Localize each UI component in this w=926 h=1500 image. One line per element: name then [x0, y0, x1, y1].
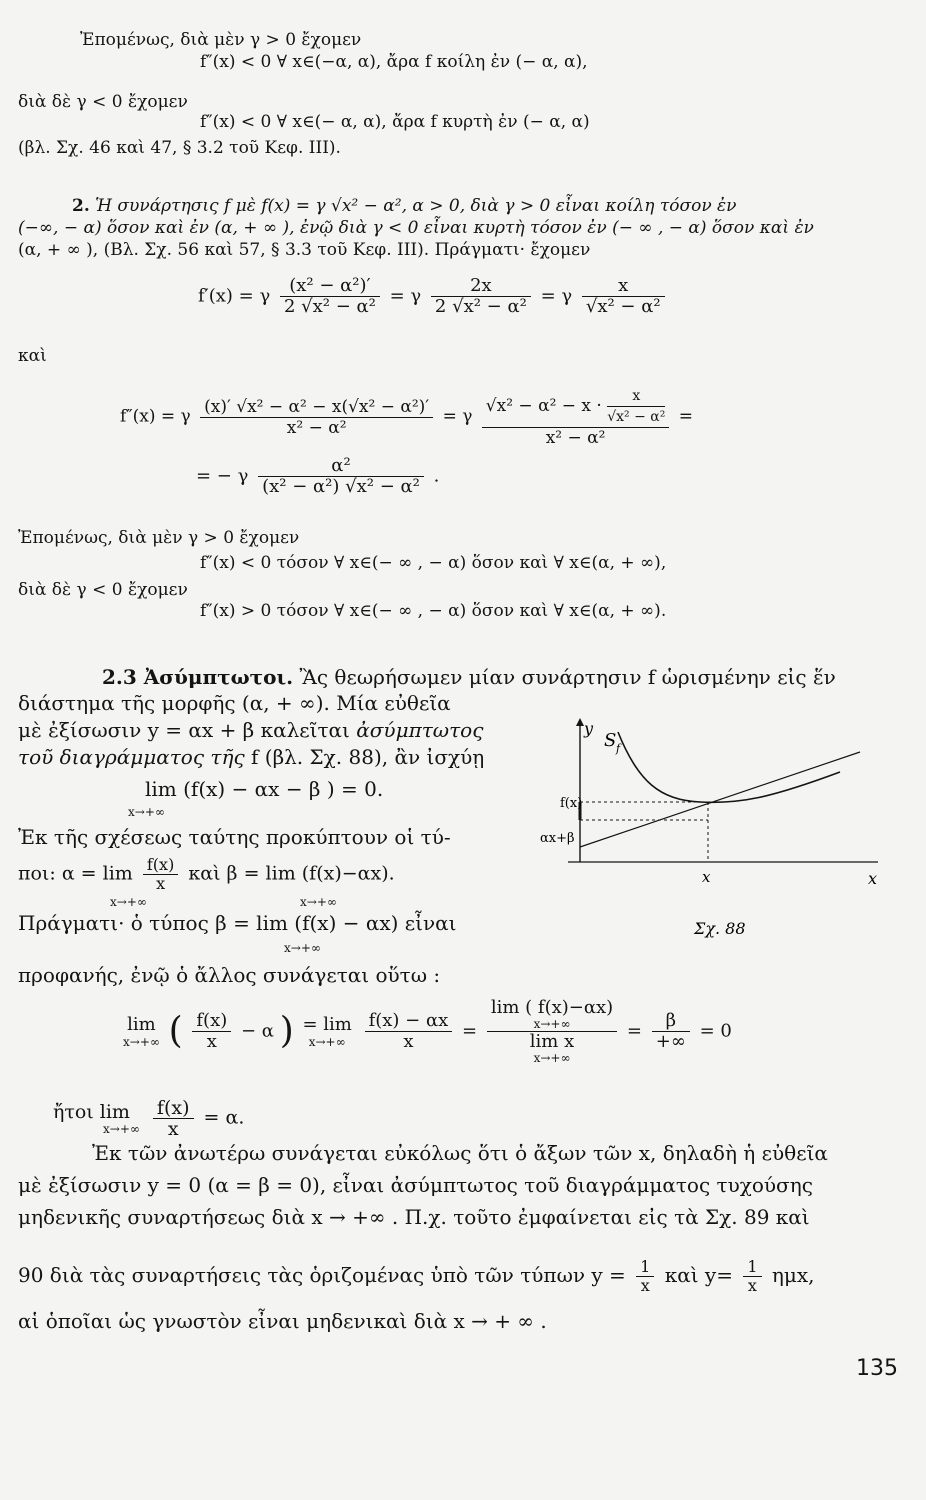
text-line: (βλ. Σχ. 46 καὶ 47, § 3.2 τοῦ Κεφ. ΙΙΙ). [18, 138, 341, 158]
section-heading-line [102, 664, 836, 690]
item-number: 2. [72, 196, 90, 216]
numerator: x [582, 276, 665, 297]
eq-op: = α. [203, 1106, 245, 1129]
text-line: διὰ δὲ γ < 0 ἔχομεν [18, 92, 188, 112]
paren: ( [168, 1010, 183, 1052]
italic-term: τοῦ διαγράμματος τῆς [18, 745, 245, 769]
numerator: 1 [636, 1258, 654, 1277]
numerator: f(x) [153, 1098, 194, 1119]
eq-op: − α [240, 1020, 274, 1042]
label-axb: αx+β [540, 831, 575, 846]
fraction [280, 276, 380, 317]
text-span: 90 διὰ τὰς συναρτήσεις τὰς ὁριζομένας ὑπὸ τῶν τύπων y = [18, 1263, 626, 1287]
inner-numerator: x [607, 386, 665, 407]
label-sf-sub: f [616, 742, 621, 755]
text-line: f″(x) < 0 τόσον ∀ x∈(− ∞ , − α) ὅσον καὶ ∀ x∈(α, + ∞), [200, 553, 667, 573]
text-line: Ἐκ τῆς σχέσεως ταύτης προκύπτουν οἱ τύ- [18, 825, 451, 849]
text-line: καὶ [18, 346, 47, 366]
fraction [365, 1011, 453, 1052]
numerator: 2x [431, 276, 531, 297]
label-fx: f(x) [560, 796, 583, 811]
fraction [582, 276, 665, 317]
label-sf: S [604, 730, 617, 751]
text-line: διὰ δὲ γ < 0 ἔχομεν [18, 580, 188, 600]
inner-fraction [607, 386, 665, 427]
limit [302, 1015, 351, 1049]
text-line: Πράγματι· ὁ τύπος β = lim (f(x) − αx) εἶναι [18, 911, 457, 935]
paren: ) [279, 1010, 294, 1052]
text-line: μηδενικῆς συναρτήσεως διὰ x → +∞ . Π.χ. τοῦτο ἐμφαίνεται εἰς τὰ Σχ. 89 καὶ [18, 1205, 810, 1229]
eq-op: = γ [540, 285, 573, 307]
function-curve [618, 732, 840, 802]
fraction [636, 1258, 654, 1295]
fraction [143, 856, 178, 893]
denominator: √x² − α² [585, 296, 661, 317]
limit-sub: x→+∞ [533, 1017, 571, 1031]
text-line: Ἐπομένως, διὰ μὲν γ > 0 ἔχομεν [18, 528, 300, 548]
limit [123, 1015, 160, 1049]
text-span: καὶ y= [664, 1263, 733, 1287]
limit-word: lim [127, 1013, 156, 1035]
numerator [482, 386, 670, 428]
italic-term: ἀσύμπτωτος [356, 718, 484, 742]
limit-sub: x→+∞ [103, 1121, 140, 1136]
eq-op: = 0 [699, 1020, 732, 1042]
text-line: μὲ ἐξίσωσιν y = 0 (α = β = 0), εἶναι ἀσύμπτωτος τοῦ διαγράμματος τυχούσης [18, 1173, 813, 1197]
text-span: Ἂς θεωρήσωμεν μίαν συνάρτησιν f ὡρισμένην εἰς ἕν [299, 665, 836, 689]
text-line: αἱ ὁποῖαι ὡς γνωστὸν εἶναι μηδενικαὶ διὰ x → + ∞ . [18, 1309, 547, 1333]
denominator: x² − α² [545, 428, 606, 448]
text-line [18, 856, 395, 893]
limit-subscript: x→+∞ [284, 941, 321, 955]
text-span: μὲ ἐξίσωσιν y = αx + β καλεῖται [18, 718, 350, 742]
numerator: (x² − α²)′ [280, 276, 380, 297]
limit-sub: x→+∞ [308, 1034, 346, 1049]
equation-fprime [198, 276, 669, 317]
text-line [18, 1258, 815, 1295]
text-line: Ἐκ τῶν ἀνωτέρω συνάγεται εὐκόλως ὅτι ὁ ἄξων τῶν x, δηλαδὴ ἡ εὐθεῖα [92, 1141, 828, 1165]
numerator: f(x) − αx [365, 1011, 453, 1032]
equation-limit-alpha [120, 998, 732, 1065]
label-y: y [584, 719, 594, 738]
denominator: (x² − α²) √x² − α² [262, 476, 420, 497]
text-span: καὶ β = lim (f(x)−αx). [188, 862, 395, 885]
text-line: διάστημα τῆς μορφῆς (α, + ∞). Μία εὐθεῖα [18, 691, 451, 715]
text-line: προφανής, ἐνῷ ὁ ἄλλος συνάγεται οὕτω : [18, 963, 441, 987]
eq-op: = γ [442, 406, 473, 427]
denominator: x [747, 1276, 757, 1295]
asymptote-diagram [540, 712, 890, 942]
denominator: 2 √x² − α² [434, 296, 527, 317]
figure-88 [540, 712, 890, 942]
text-line: f″(x) < 0 ∀ x∈(−α, α), ἄρα f κοίλη ἐν (− α, α), [200, 52, 588, 72]
text-line: Ἐπομένως, διὰ μὲν γ > 0 ἔχομεν [80, 30, 362, 50]
fraction [153, 1098, 194, 1139]
fraction [743, 1258, 761, 1295]
limit-word: ἤτοι lim [52, 1100, 130, 1123]
equation-fsecond [120, 386, 693, 448]
eq-lhs: f′(x) = γ [198, 285, 271, 307]
denominator: x [156, 874, 166, 893]
denominator: 2 √x² − α² [283, 296, 376, 317]
denominator-main: lim x [529, 1031, 575, 1052]
equation-alpha [40, 1098, 244, 1139]
fraction [487, 998, 617, 1065]
limit-definition: lim (f(x) − αx − β ) = 0. [145, 777, 384, 801]
text-line: (α, + ∞ ), (Βλ. Σχ. 56 καὶ 57, § 3.3 τοῦ Κεφ. ΙΙΙ). Πράγματι· ἔχομεν [18, 240, 591, 260]
denominator: x [640, 1276, 650, 1295]
eq-op: = γ [389, 285, 422, 307]
eq-op: = [626, 1020, 643, 1042]
text-span: ποι: α = lim [18, 862, 133, 885]
numerator: (x)′ √x² − α² − x(√x² − α²)′ [200, 397, 433, 418]
numerator [487, 998, 617, 1032]
eq-op: = [462, 1020, 478, 1042]
numerator: β [652, 1011, 690, 1032]
item-text: Ἡ συνάρτησις f μὲ f(x) = γ √x² − α², α > 0, διὰ γ > 0 εἶναι κοίλη τόσον ἐν [95, 196, 737, 216]
equation-result [196, 456, 439, 497]
label-x-point: x [702, 868, 711, 886]
text-line [18, 744, 484, 770]
text-line [18, 717, 483, 743]
text-span: f (βλ. Σχ. 88), ἂν ἰσχύῃ [251, 745, 485, 769]
denominator: +∞ [655, 1031, 686, 1052]
limit-word: = lim [302, 1013, 352, 1035]
eq-lhs: f″(x) = γ [120, 406, 191, 427]
asymptote-line [580, 752, 860, 847]
limit-sub: x→+∞ [123, 1034, 160, 1049]
limit-subscript: x→+∞ [300, 895, 337, 909]
inner-denominator: √x² − α² [607, 409, 666, 425]
limit-sub: x→+∞ [533, 1051, 571, 1065]
eq-op: = [678, 406, 694, 427]
numerator-main: lim ( f(x)−αx) [490, 997, 614, 1018]
fraction [200, 397, 433, 438]
denominator: x [206, 1031, 217, 1052]
y-axis-arrow [576, 718, 584, 726]
denominator: x [167, 1118, 179, 1140]
numerator-main: √x² − α² − x · [485, 396, 602, 416]
fraction [192, 1011, 231, 1052]
denominator [487, 1032, 617, 1065]
numerator: f(x) [143, 856, 178, 875]
section-heading: 2.3 Ἀσύμπτωτοι. [102, 665, 294, 689]
text-span: ημx, [771, 1263, 815, 1287]
numerator: 1 [743, 1258, 761, 1277]
numerator: f(x) [192, 1011, 231, 1032]
fraction [258, 456, 424, 497]
denominator: x² − α² [286, 417, 347, 438]
page-number: 135 [856, 1356, 898, 1381]
limit [43, 1102, 140, 1136]
fraction [482, 386, 670, 448]
item-line [72, 196, 737, 216]
limit-subscript: x→+∞ [110, 895, 147, 909]
text-line: (−∞, − α) ὅσον καὶ ἐν (α, + ∞ ), ἐνῷ διὰ γ < 0 εἶναι κυρτὴ τόσον ἐν (− ∞ , − α) ὅσον καὶ ἐν [18, 218, 814, 238]
figure-caption: Σχ. 88 [694, 919, 746, 938]
eq-op: . [433, 465, 440, 487]
denominator: x [403, 1031, 414, 1052]
numerator: α² [258, 456, 424, 477]
fraction [652, 1011, 690, 1052]
label-x-axis: x [868, 869, 878, 888]
text-line: f″(x) < 0 ∀ x∈(− α, α), ἄρα f κυρτὴ ἐν (− α, α) [200, 112, 590, 132]
fraction [431, 276, 531, 317]
limit-subscript: x→+∞ [128, 805, 165, 819]
text-line: f″(x) > 0 τόσον ∀ x∈(− ∞ , − α) ὅσον καὶ ∀ x∈(α, + ∞). [200, 601, 667, 621]
eq-lhs: = − γ [196, 465, 249, 487]
